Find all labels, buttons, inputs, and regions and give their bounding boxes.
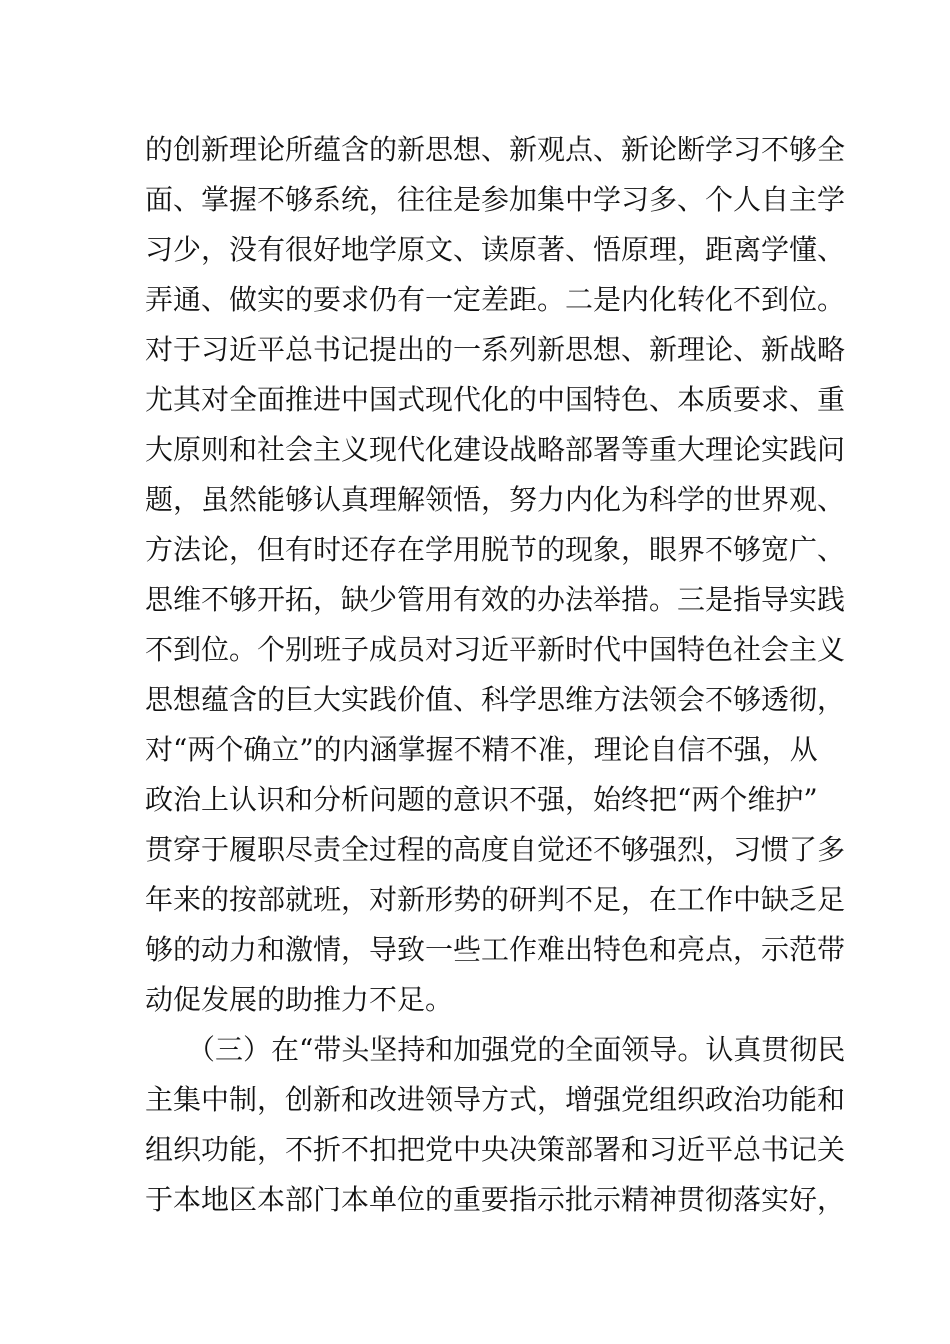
text-line: 方法论，但有时还存在学用脱节的现象，眼界不够宽广、	[145, 533, 846, 566]
text-line: 年来的按部就班，对新形势的研判不足，在工作中缺乏足	[145, 883, 846, 916]
text-line: 思想蕴含的巨大实践价值、科学思维方法领会不够透彻，	[145, 683, 846, 716]
text-line: 主集中制，创新和改进领导方式，增强党组织政治功能和	[145, 1083, 846, 1116]
text-line: 弄通、做实的要求仍有一定差距。二是内化转化不到位。	[145, 283, 846, 316]
text-line: 于本地区本部门本单位的重要指示批示精神贯彻落实好，	[145, 1183, 846, 1216]
text-line: 思维不够开拓，缺少管用有效的办法举措。三是指导实践	[145, 583, 846, 616]
text-line: 动促发展的助推力不足。	[145, 983, 454, 1016]
text-line: 组织功能，不折不扣把党中央决策部署和习近平总书记关	[145, 1133, 846, 1166]
text-line: 大原则和社会主义现代化建设战略部署等重大理论实践问	[145, 433, 846, 466]
text-line: 贯穿于履职尽责全过程的高度自觉还不够强烈，习惯了多	[145, 833, 846, 866]
text-line: 对“两个确立”的内涵掌握不精不准，理论自信不强，从	[145, 733, 818, 766]
text-line: 对于习近平总书记提出的一系列新思想、新理论、新战略	[145, 333, 846, 366]
text-line: 政治上认识和分析问题的意识不强，始终把“两个维护”	[145, 783, 818, 816]
text-line: 够的动力和激情，导致一些工作难出特色和亮点，示范带	[145, 933, 846, 966]
text-line: 题，虽然能够认真理解领悟，努力内化为科学的世界观、	[145, 483, 846, 516]
text-line: 不到位。个别班子成员对习近平新时代中国特色社会主义	[145, 633, 846, 666]
text-line: 面、掌握不够系统，往往是参加集中学习多、个人自主学	[145, 183, 846, 216]
text-line: 的创新理论所蕴含的新思想、新观点、新论断学习不够全	[145, 133, 846, 166]
text-line: 尤其对全面推进中国式现代化的中国特色、本质要求、重	[145, 383, 846, 416]
text-line: 习少，没有很好地学原文、读原著、悟原理，距离学懂、	[145, 233, 846, 266]
section-heading-line: （三）在“带头坚持和加强党的全面领导。认真贯彻民	[187, 1033, 846, 1066]
